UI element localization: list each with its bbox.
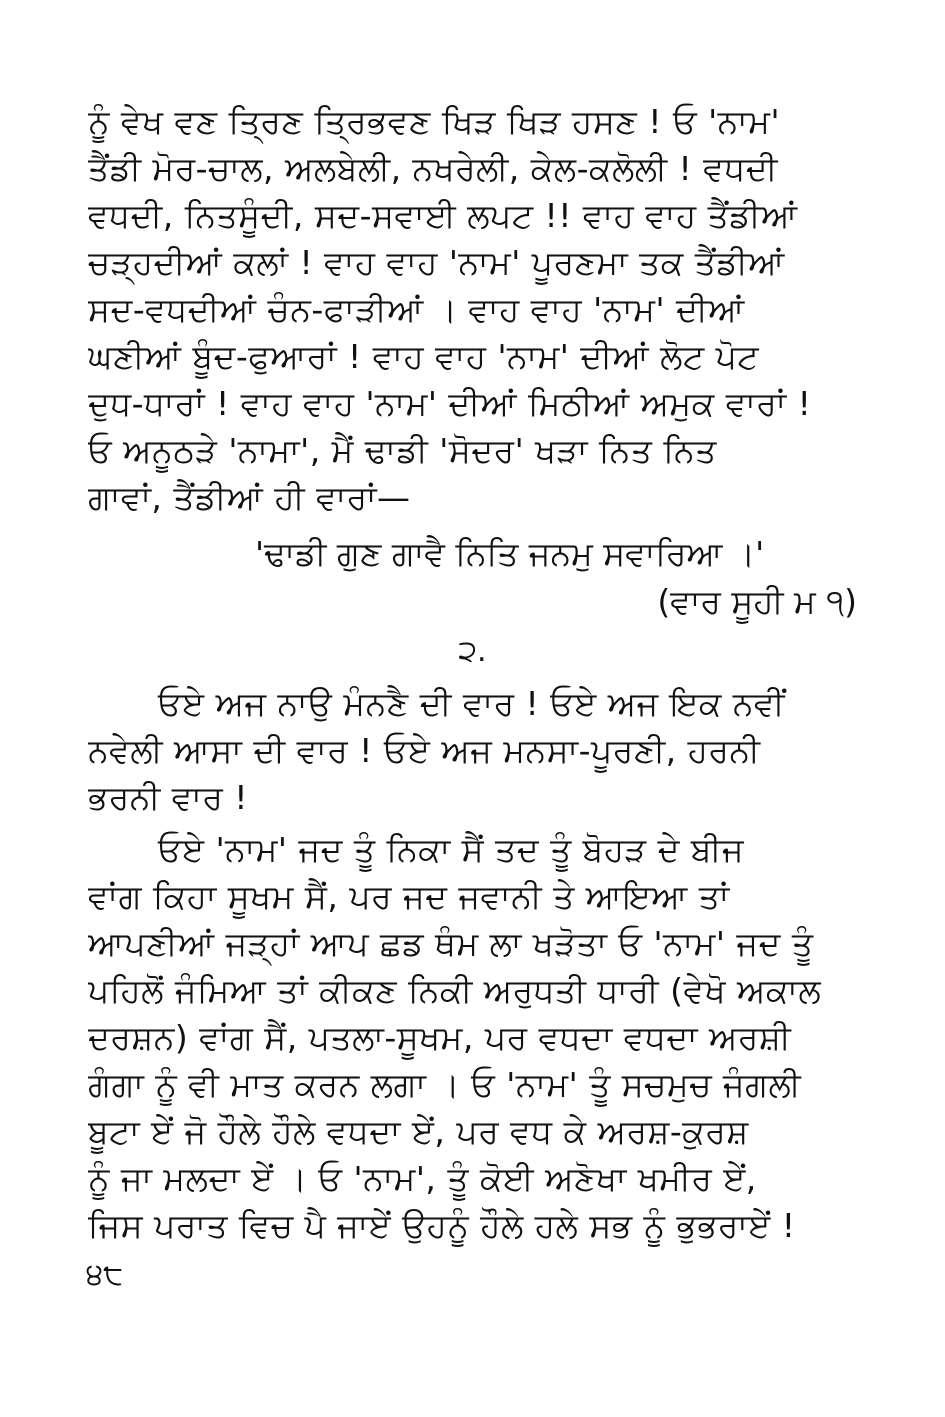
text-line: ਦਰਸ਼ਨ) ਵਾਂਗ ਸੈਂ, ਪਤਲਾ-ਸੂਖਮ, ਪਰ ਵਧਦਾ ਵਧਦਾ ਅਰਸ਼ੀ: [88, 1018, 792, 1057]
paragraph-1: [88, 98, 858, 521]
page-number: ੪੮: [86, 1257, 124, 1292]
text-line: ਦੁਧ-ਧਾਰਾਂ ! ਵਾਹ ਵਾਹ 'ਨਾਮ' ਦੀਆਂ ਮਿਠੀਆਂ ਅਮੁਕ ਵਾਰਾਂ !: [88, 384, 812, 423]
text-line: ਭਰਨੀ ਵਾਰ !: [88, 778, 249, 817]
text-line: ਬੂਟਾ ਏਂ ਜੋ ਹੌਲੇ ਹੌਲੇ ਵਧਦਾ ਏਂ, ਪਰ ਵਧ ਕੇ ਅਰਸ਼-ਕੁਰਸ਼: [88, 1112, 749, 1151]
text-line: ਜਿਸ ਪਰਾਤ ਵਿਚ ਪੈ ਜਾਏਂ ਉਹਨੂੰ ਹੌਲੇ ਹਲੇ ਸਭ ਨੂੰ ਭੁਭਰਾਏਂ !: [88, 1206, 796, 1245]
text-line: ਨਵੇਲੀ ਆਸਾ ਦੀ ਵਾਰ ! ਓਏ ਅਜ ਮਨਸਾ-ਪੂਰਣੀ, ਹਰਨੀ: [88, 731, 761, 770]
text-line: ਪਹਿਲੋਂ ਜੰਮਿਆ ਤਾਂ ਕੀਕਣ ਨਿਕੀ ਅਰੁਧਤੀ ਧਾਰੀ (ਵੇਖੋ ਅਕਾਲ: [88, 971, 822, 1010]
text-line: ਵਾਂਗ ਕਿਹਾ ਸੂਖਮ ਸੈਂ, ਪਰ ਜਦ ਜਵਾਨੀ ਤੇ ਆਇਆ ਤਾਂ: [88, 877, 730, 916]
text-line: ਗੰਗਾ ਨੂੰ ਵੀ ਮਾਤ ਕਰਨ ਲਗਾ । ਓ 'ਨਾਮ' ਤੂੰ ਸਚਮੁਚ ਜੰਗਲੀ: [88, 1065, 802, 1104]
paragraph-2: [88, 680, 858, 821]
text-line: ਓਏ ਅਜ ਨਾਉ ਮੰਨਣੈ ਦੀ ਵਾਰ ! ਓਏ ਅਜ ਇਕ ਨਵੀਂ: [158, 684, 786, 723]
text-line: ਨੂੰ ਵੇਖ ਵਣ ਤ੍ਰਿਣ ਤ੍ਰਿਭਵਣ ਖਿੜ ਖਿੜ ਹਸਣ ! ਓ 'ਨਾਮ': [88, 102, 781, 141]
text-line: ਓ ਅਨੂਠੜੇ 'ਨਾਮਾ', ਮੈਂ ਢਾਡੀ 'ਸੋਦਰ' ਖੜਾ ਨਿਤ ਨਿਤ: [88, 431, 717, 470]
text-line: ਓਏ 'ਨਾਮ' ਜਦ ਤੂੰ ਨਿਕਾ ਸੈਂ ਤਦ ਤੂੰ ਬੋਹੜ ਦੇ ਬੀਜ: [158, 830, 744, 869]
text-line: ਗਾਵਾਂ, ਤੈਂਡੀਆਂ ਹੀ ਵਾਰਾਂ—: [88, 478, 411, 517]
text-line: ਆਪਣੀਆਂ ਜੜ੍ਹਾਂ ਆਪ ਛਡ ਥੰਮ ਲਾ ਖੜੋਤਾ ਓ 'ਨਾਮ' ਜਦ ਤੂੰ: [88, 924, 814, 963]
section-number: ੨.: [458, 634, 487, 669]
text-line: ਤੈਂਡੀ ਮੋਰ-ਚਾਲ, ਅਲਬੇਲੀ, ਨਖਰੇਲੀ, ਕੇਲ-ਕਲੋਲੀ ! ਵਧਦੀ: [88, 149, 778, 188]
quote-citation: (ਵਾਰ ਸੂਹੀ ਮ ੧): [657, 582, 857, 621]
text-line: ਚੜ੍ਹਦੀਆਂ ਕਲਾਂ ! ਵਾਹ ਵਾਹ 'ਨਾਮ' ਪੂਰਣਮਾ ਤਕ ਤੈਂਡੀਆਂ: [88, 243, 785, 282]
paragraph-3: [88, 826, 858, 1249]
text-line: ਘਣੀਆਂ ਬੂੰਦ-ਫੁਆਰਾਂ ! ਵਾਹ ਵਾਹ 'ਨਾਮ' ਦੀਆਂ ਲੋਟ ਪੋਟ: [88, 337, 760, 376]
text-line: ਨੂੰ ਜਾ ਮਲਦਾ ਏਂ । ਓ 'ਨਾਮ', ਤੂੰ ਕੋਈ ਅਣੋਖਾ ਖਮੀਰ ਏਂ,: [88, 1159, 757, 1198]
text-line: ਸਦ-ਵਧਦੀਆਂ ਚੰਨ-ਫਾੜੀਆਂ । ਵਾਹ ਵਾਹ 'ਨਾਮ' ਦੀਆਂ: [88, 290, 745, 329]
scripture-quote: 'ਢਾਡੀ ਗੁਣ ਗਾਵੈ ਨਿਤਿ ਜਨਮੁ ਸਵਾਰਿਆ ।': [255, 534, 765, 573]
text-line: ਵਧਦੀ, ਨਿਤਸੂੰਦੀ, ਸਦ-ਸਵਾਈ ਲਪਟ !! ਵਾਹ ਵਾਹ ਤੈਂਡੀਆਂ: [88, 196, 798, 235]
